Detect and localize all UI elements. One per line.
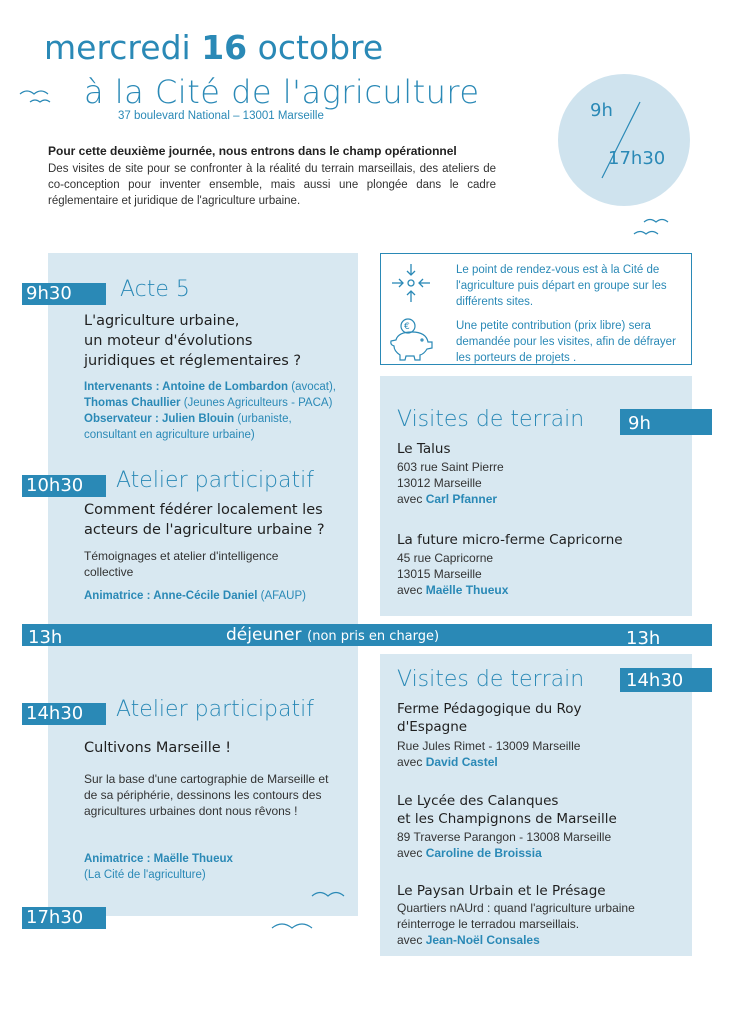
role: (urbaniste, consultant en agriculture urbaine) — [84, 413, 292, 441]
atelier2-subtitle: Cultivons Marseille ! — [84, 740, 232, 756]
q-line: L'agriculture urbaine, — [84, 313, 240, 329]
site-name-line: Le Lycée des Calanques — [397, 793, 559, 809]
role: (avocat), — [291, 381, 336, 393]
lunch-time-right: 13h — [626, 628, 661, 649]
atelier2-host — [84, 851, 346, 883]
lunch-note: (non pris en charge) — [307, 629, 440, 644]
lunch-title: déjeuner — [226, 625, 302, 645]
acte5-speakers — [84, 379, 346, 443]
guide-line — [397, 491, 504, 507]
host-org: (AFAUP) — [260, 590, 306, 602]
role: (Jeunes Agriculteurs - PACA) — [183, 397, 333, 409]
visits-am-title: Visites de terrain — [397, 407, 585, 432]
acte5-question — [84, 311, 301, 371]
atelier1-question — [84, 500, 325, 540]
site-name: Le Talus — [397, 441, 451, 457]
lunch-bar — [22, 624, 712, 649]
guide-line — [397, 932, 635, 948]
intro-lead: Pour cette deuxième journée, nous entrons dans le champ opérationnel — [48, 144, 457, 158]
site-address — [397, 829, 611, 861]
guide-name: Caroline de Broissia — [425, 846, 542, 860]
page-title — [44, 28, 383, 68]
time-bar-9h — [620, 409, 712, 435]
site-name — [397, 792, 677, 828]
lunch-label — [226, 624, 439, 648]
guide-line — [397, 582, 508, 598]
guide-name: Maëlle Thueux — [425, 583, 509, 597]
q-line: acteurs de l'agriculture urbaine ? — [84, 522, 325, 538]
guide-line — [397, 845, 611, 861]
q-line: juridiques et réglementaires ? — [84, 353, 302, 369]
with-label: avec — [397, 583, 423, 597]
address-line: 13012 Marseille — [397, 476, 482, 490]
hours-badge — [558, 74, 690, 206]
time-bar-14h30-pm — [620, 668, 712, 692]
address-line: Quartiers nAUrd : quand l'agriculture urbaine — [397, 901, 635, 915]
lunch-time-left: 13h — [28, 627, 63, 648]
hours-end: 17h30 — [608, 148, 666, 169]
acte5-title: Acte 5 — [120, 277, 190, 302]
address-line: 13015 Marseille — [397, 567, 482, 581]
time-bar-14h30 — [22, 703, 106, 725]
observer-label: Observateur : Julien Blouin — [84, 413, 235, 425]
guide-name: Carl Pfanner — [425, 492, 498, 506]
time-label: 10h30 — [26, 475, 84, 496]
with-label: avec — [397, 755, 423, 769]
site-address — [397, 900, 635, 948]
atelier2-title: Atelier participatif — [116, 697, 314, 722]
site-name: Le Paysan Urbain et le Présage — [397, 883, 606, 899]
with-label: avec — [397, 492, 423, 506]
site-name-line: d'Espagne — [397, 719, 468, 735]
venue-address: 37 boulevard National – 13001 Marseille — [118, 110, 324, 122]
hours-start: 9h — [590, 100, 613, 121]
bird-icon — [18, 82, 58, 106]
piggy-bank-icon — [386, 316, 438, 362]
site-name-line: et les Champignons de Marseille — [397, 811, 617, 827]
q-line: Comment fédérer localement les — [84, 502, 323, 518]
site-address — [397, 550, 508, 598]
host-org: (La Cité de l'agriculture) — [84, 869, 206, 881]
time-label: 9h — [628, 413, 651, 434]
title-day: mercredi — [44, 28, 191, 67]
address-line: 89 Traverse Parangon - 13008 Marseille — [397, 830, 612, 844]
address-line: 45 rue Capricorne — [397, 551, 494, 565]
q-line: un moteur d'évolutions — [84, 333, 253, 349]
with-label: avec — [397, 933, 423, 947]
site-name: La future micro-ferme Capricorne — [397, 532, 623, 548]
with-label: avec — [397, 846, 423, 860]
time-bar-9h30 — [22, 283, 106, 305]
speakers-label: Intervenants : Antoine de Lombardon — [84, 381, 289, 393]
host-label: Animatrice : Maëlle Thueux — [84, 853, 233, 865]
site-name — [397, 700, 619, 736]
bird-icon — [630, 214, 674, 240]
bird-icon — [268, 884, 348, 944]
info-meeting: Le point de rendez-vous est à la Cité de l'agriculture puis départ en groupe sur les différents sites. — [456, 264, 667, 308]
guide-name: Jean-Noël Consales — [425, 933, 540, 947]
time-label: 9h30 — [26, 283, 72, 304]
host-label: Animatrice : Anne-Cécile Daniel — [84, 590, 258, 602]
venue-title: à la Cité de l'agriculture — [84, 73, 480, 111]
atelier1-desc: Témoignages et atelier d'intelligence collective — [84, 549, 279, 579]
time-bar-17h30 — [22, 907, 106, 929]
guide-name: David Castel — [425, 755, 498, 769]
title-date: 16 — [201, 28, 248, 67]
site-address — [397, 738, 580, 770]
time-bar-10h30 — [22, 475, 106, 497]
intro-text: Des visites de site pour se confronter à la réalité du terrain marseillais, des ateliers de co-conception pour inventer ensemble, mais aussi une plongée dans le cadre réglementaire et juridique de l'agriculture urbaine. — [48, 163, 496, 207]
address-line: Rue Jules Rimet - 13009 Marseille — [397, 739, 581, 753]
site-address — [397, 459, 504, 507]
info-contribution: Une petite contribution (prix libre) sera demandée pour les visites, afin de défrayer les porteurs de projets . — [456, 320, 676, 364]
title-month: octobre — [257, 28, 384, 67]
address-line: réinterroge le terradou marseillais. — [397, 917, 580, 931]
visits-pm-title: Visites de terrain — [397, 667, 585, 692]
address-line: 603 rue Saint Pierre — [397, 460, 504, 474]
guide-line — [397, 754, 580, 770]
atelier1-title: Atelier participatif — [116, 468, 314, 493]
time-label: 14h30 — [26, 703, 84, 724]
time-label: 17h30 — [26, 907, 84, 928]
site-name-line: Ferme Pédagogique du Roy — [397, 701, 582, 717]
speaker-name: Thomas Chaullier — [84, 397, 181, 409]
atelier1-host — [84, 588, 346, 604]
time-label: 14h30 — [626, 670, 684, 691]
converge-arrows-icon — [388, 260, 434, 306]
atelier2-desc: Sur la base d'une cartographie de Marseille et de sa périphérie, dessinons les contours des agricultures urbaines dont nous rêvons ! — [84, 772, 329, 818]
svg-text:€: € — [404, 322, 410, 332]
